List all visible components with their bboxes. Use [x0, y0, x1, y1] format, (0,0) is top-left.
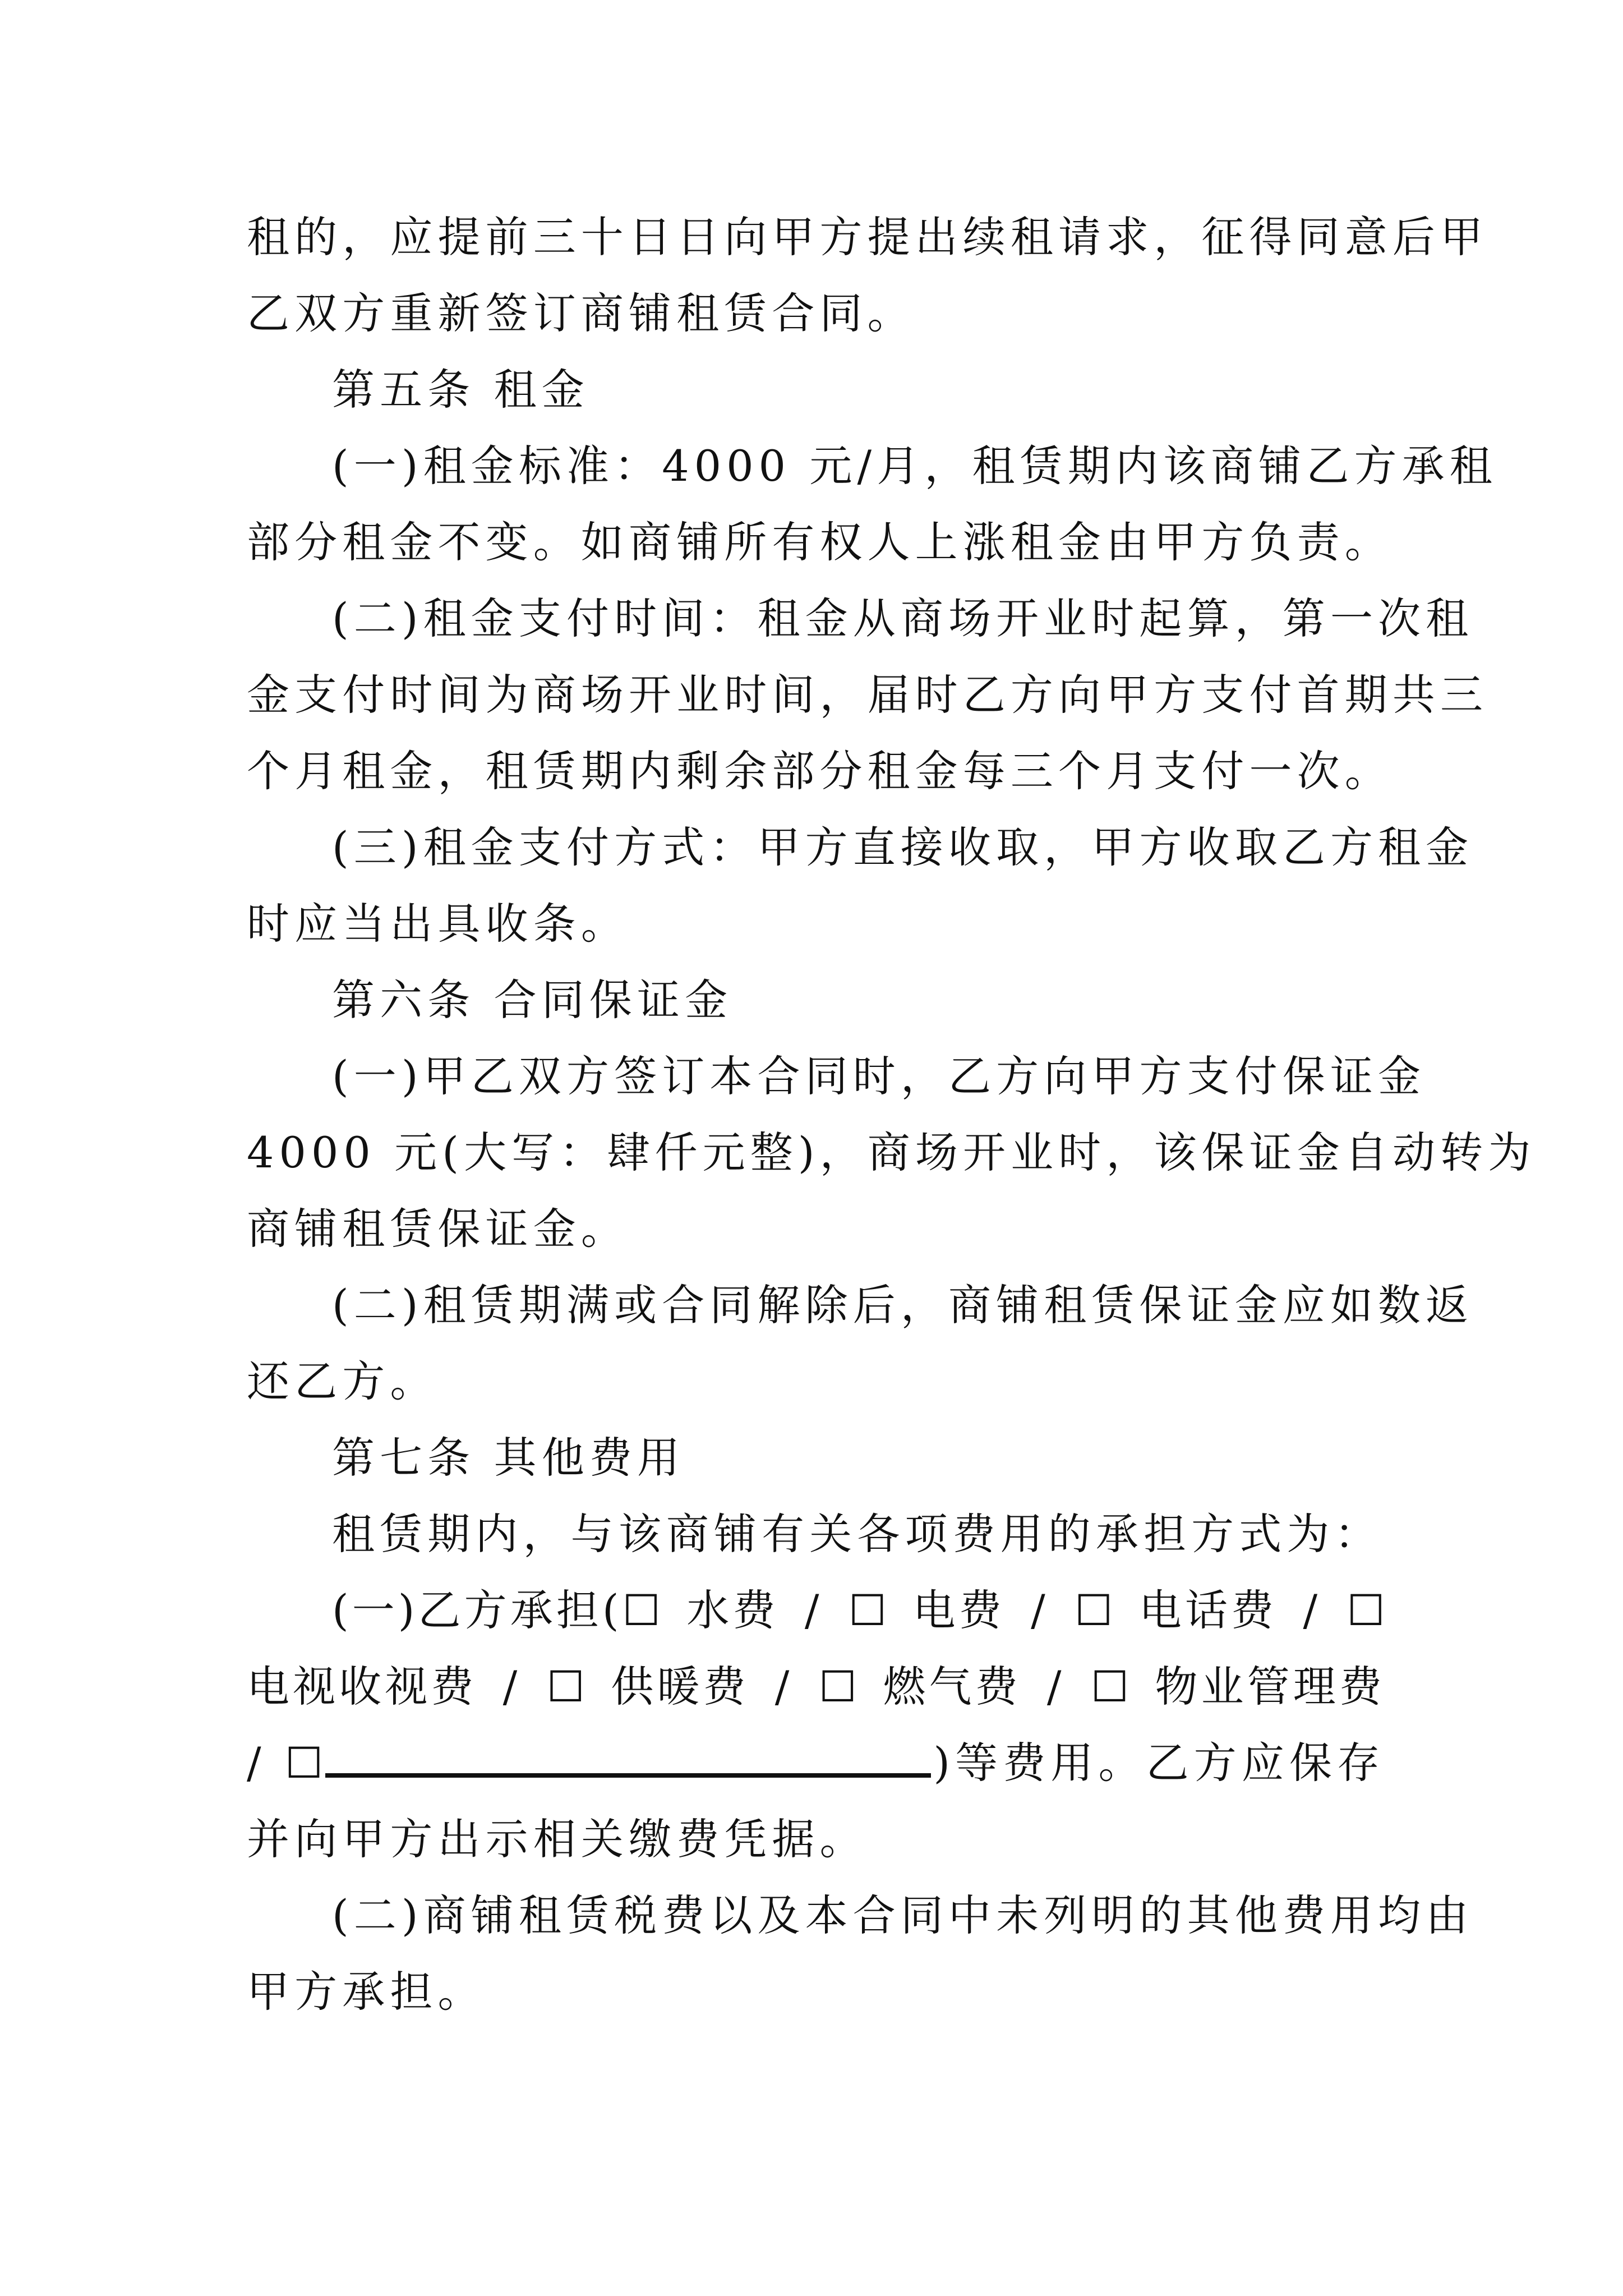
fill-in-blank[interactable]	[325, 1741, 931, 1778]
separator: /	[502, 1662, 521, 1711]
checkbox-icon[interactable]: ☐	[1075, 1585, 1117, 1635]
paragraph-line: 并向甲方出示相关缴费凭据。	[247, 1814, 868, 1864]
paragraph-line: 租赁期内，与该商铺有关各项费用的承担方式为：	[332, 1509, 1382, 1559]
paragraph-line: 甲方承担。	[247, 1967, 486, 2017]
paragraph-line: (二)商铺租赁税费以及本合同中未列明的其他费用均由	[332, 1890, 1474, 1940]
paragraph-line: (二)租赁期满或合同解除后，商铺租赁保证金应如数返	[332, 1280, 1474, 1330]
checkbox-icon[interactable]: ☐	[285, 1738, 329, 1788]
fees-prefix-with-checkbox: (一)乙方承担(☐	[332, 1572, 661, 1649]
fees-line-3	[247, 1725, 1385, 1801]
paragraph-line: 部分租金不变。如商铺所有权人上涨租金由甲方负责。	[247, 517, 1393, 567]
fee-item-telephone: 电话费	[1138, 1585, 1278, 1635]
fee-item-tv: 电视收视费	[247, 1662, 477, 1711]
checkbox-icon[interactable]: ☐	[818, 1662, 860, 1711]
article-heading: 第七条 其他费用	[332, 1433, 685, 1483]
fees-line-2	[247, 1649, 1385, 1725]
paragraph-line: 个月租金，租赁期内剩余部分租金每三个月支付一次。	[247, 746, 1393, 796]
fee-item-gas: 燃气费	[883, 1662, 1021, 1711]
fee-item-property: 物业管理费	[1155, 1662, 1385, 1711]
article-heading: 第六条 合同保证金	[332, 975, 733, 1025]
paragraph-line: (三)租金支付方式：甲方直接收取，甲方收取乙方租金	[332, 822, 1474, 872]
paragraph-line: 乙双方重新签订商铺租赁合同。	[247, 288, 915, 338]
paragraph-line: 时应当出具收条。	[247, 899, 629, 949]
article-heading: 第五条 租金	[332, 365, 589, 415]
separator: /	[774, 1662, 793, 1711]
fees-suffix: )等费用。乙方应保存	[933, 1738, 1385, 1788]
separator: /	[804, 1585, 823, 1635]
fee-item-heating: 供暖费	[611, 1662, 749, 1711]
paragraph-line: (二)租金支付时间：租金从商场开业时起算，第一次租	[332, 593, 1474, 643]
fee-item-water: 水费	[686, 1585, 779, 1635]
paragraph-line: 金支付时间为商场开业时间，届时乙方向甲方支付首期共三	[247, 670, 1488, 720]
checkbox-icon[interactable]: ☐	[848, 1585, 891, 1635]
paragraph-line: (一)甲乙双方签订本合同时，乙方向甲方支付保证金	[332, 1051, 1426, 1101]
separator: /	[1303, 1585, 1321, 1635]
separator: /	[1031, 1585, 1049, 1635]
fee-item-electricity: 电费	[912, 1585, 1005, 1635]
separator: /	[247, 1738, 266, 1788]
checkbox-icon[interactable]: ☐	[622, 1585, 664, 1635]
checkbox-icon[interactable]: ☐	[1090, 1662, 1133, 1711]
paragraph-line: 还乙方。	[247, 1356, 438, 1406]
paragraph-line: (一)租金标准：4000 元/月，租赁期内该商铺乙方承租	[332, 441, 1497, 491]
paragraph-line: 商铺租赁保证金。	[247, 1204, 629, 1254]
paragraph-line: 4000 元(大写：肆仟元整)，商场开业时，该保证金自动转为	[247, 1128, 1536, 1177]
separator: /	[1046, 1662, 1065, 1711]
checkbox-icon[interactable]: ☐	[546, 1662, 588, 1711]
document-page	[247, 199, 1536, 2030]
fees-line-1	[247, 1572, 1389, 1649]
paragraph-line: 租的，应提前三十日日向甲方提出续租请求，征得同意后甲	[247, 212, 1488, 262]
checkbox-icon[interactable]: ☐	[1347, 1585, 1389, 1635]
